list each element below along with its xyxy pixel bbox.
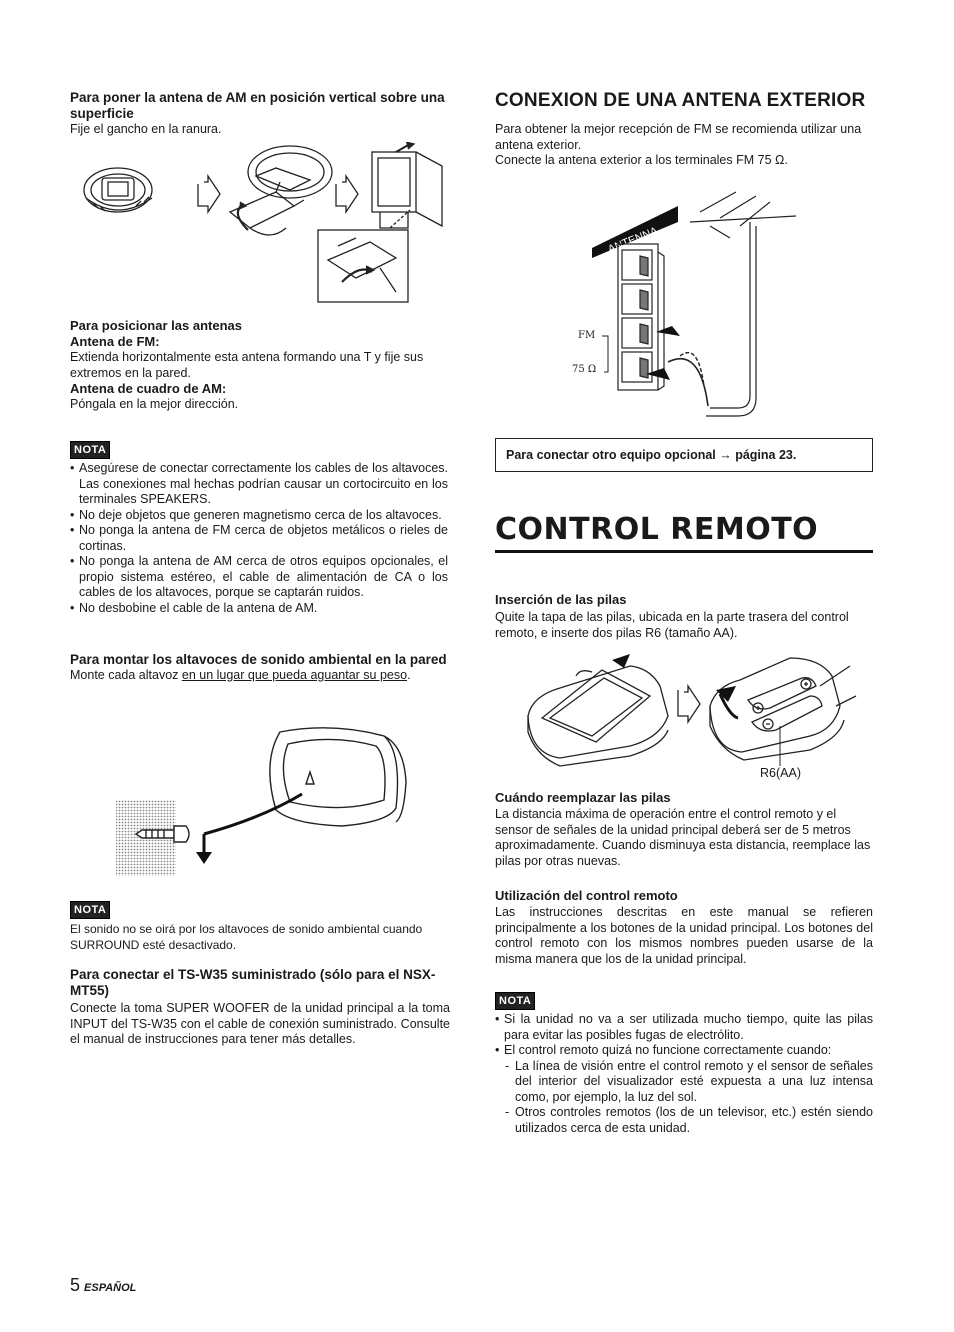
fm-text: Extienda horizontalmente esta antena formando una T y fije sus extremos en la pared. [70, 350, 424, 380]
position-heading: Para posicionar las antenas [70, 318, 242, 333]
nota1-list [70, 461, 448, 616]
am-loop-heading: Antena de cuadro de AM: [70, 381, 227, 396]
list-item: • Asegúrese de conectar correctamente los cables de los altavoces. Las conexiones mal hechas podrían causar un cortocircuito en los terminales SPEAKERS. [70, 461, 448, 508]
wall-text-b: en un lugar que pueda aguantar su peso [181, 668, 408, 682]
ext-antenna-text2: Conecte la antena exterior a los terminales FM 75 Ω. [495, 153, 788, 167]
battery-label: R6(AA) [760, 766, 801, 780]
list-item: • El control remoto quizá no funcione correctamente cuando: [495, 1043, 873, 1059]
am-loop-text: Póngala en la mejor dirección. [70, 397, 239, 411]
optional-equipment-text: Para conectar otro equipo opcional → página 23. [506, 448, 797, 462]
page-footer [70, 1275, 136, 1296]
list-item: • Si la unidad no va a ser utilizada mucho tiempo, quite las pilas para evitar las posibles fugas de electrólito. [495, 1012, 873, 1043]
use-heading: Utilización del control remoto [495, 888, 678, 903]
nota2-text: El sonido no se oirá por los altavoces de sonido ambiental cuando SURROUND esté desactivado. [70, 922, 423, 952]
battery-section [495, 592, 875, 641]
optional-equipment-box [495, 438, 873, 472]
replace-text: La distancia máxima de operación entre el control remoto y el sensor de señales de la unidad principal deberá ser de 5 metros aproximadamente. Cuando disminuya esta distancia, reemplace las pilas por otras nuevas. [495, 807, 871, 868]
wall-section [70, 652, 448, 684]
replace-heading: Cuándo reemplazar las pilas [495, 790, 671, 805]
use-text: Las instrucciones descritas en este manual se refieren principalmente a los botones de la unidad principal. Los botones del control remoto con los mismos nombres pueden usarse de la misma manera que los de la unidad principal. [495, 905, 873, 966]
tsw-section [70, 967, 450, 1048]
nota-label: NOTA [70, 901, 110, 919]
list-item: • No deje objetos que generen magnetismo cerca de los altavoces. [70, 508, 448, 524]
tsw-heading: Para conectar el TS-W35 suministrado (sólo para el NSX-MT55) [70, 967, 436, 998]
wall-heading: Para montar los altavoces de sonido ambiental en la pared [70, 652, 447, 667]
speaker-wall-illustration [112, 722, 412, 882]
ext-antenna-title: CONEXION DE UNA ANTENA EXTERIOR [495, 90, 866, 111]
nota-badge-1 [70, 440, 110, 459]
list-item: • No desbobine el cable de la antena de AM. [70, 601, 448, 617]
nota-label: NOTA [70, 441, 110, 459]
nota-badge-3 [495, 991, 535, 1010]
page-number: 5 [70, 1275, 81, 1295]
replace-section [495, 790, 875, 869]
am-vertical-text: Fije el gancho en la ranura. [70, 122, 222, 136]
battery-heading: Inserción de las pilas [495, 592, 627, 607]
wall-text-a: Monte cada altavoz [70, 668, 182, 682]
left-column [70, 90, 450, 138]
position-section [70, 318, 450, 413]
battery-text: Quite la tapa de las pilas, ubicada en la parte trasera del control remoto, e inserte dos pilas R6 (tamaño AA). [495, 610, 849, 640]
use-section [495, 888, 873, 967]
am-vertical-heading: Para poner la antena de AM en posición vertical sobre una superficie [70, 90, 445, 121]
nota2-section [70, 922, 450, 953]
nota-badge-2 [70, 900, 110, 919]
am-antenna-illustration [80, 142, 450, 307]
nota3-list [495, 1012, 873, 1136]
ohm-label: 75 Ω [572, 364, 597, 375]
fm-label: FM [578, 330, 596, 341]
nota-label: NOTA [495, 992, 535, 1010]
language-label: ESPAÑOL [84, 1282, 137, 1294]
tsw-text: Conecte la toma SUPER WOOFER de la unidad principal a la toma INPUT del TS-W35 con el cable de conexión suministrado. Consulte el manual de instrucciones para tener más detalles. [70, 1001, 450, 1046]
antenna-label: ANTENNA [606, 224, 660, 256]
wall-text-c: . [407, 668, 411, 682]
remote-control-title: CONTROL REMOTO [495, 512, 873, 553]
list-item: • No ponga la antena de FM cerca de objetos metálicos o rieles de cortinas. [70, 523, 448, 554]
antenna-connection-illustration [560, 186, 800, 426]
right-column [495, 90, 875, 169]
ext-antenna-text1: Para obtener la mejor recepción de FM se recomienda utilizar una antena exterior. [495, 122, 862, 152]
list-item: • No ponga la antena de AM cerca de otros equipos opcionales, el propio sistema estéreo, el cable de alimentación de CA o los cables de los altavoces, porque se captarán ruidos. [70, 554, 448, 601]
fm-heading: Antena de FM: [70, 334, 160, 349]
wall-text [70, 668, 448, 684]
list-item: - Otros controles remotos (los de un televisor, etc.) estén siendo utilizados cerca de esta unidad. [505, 1105, 873, 1136]
list-item: - La línea de visión entre el control remoto y el sensor de señales del interior del visualizador esté expuesta a una luz intensa como, por ejemplo, la luz del sol. [505, 1059, 873, 1106]
battery-illustration [520, 646, 860, 786]
